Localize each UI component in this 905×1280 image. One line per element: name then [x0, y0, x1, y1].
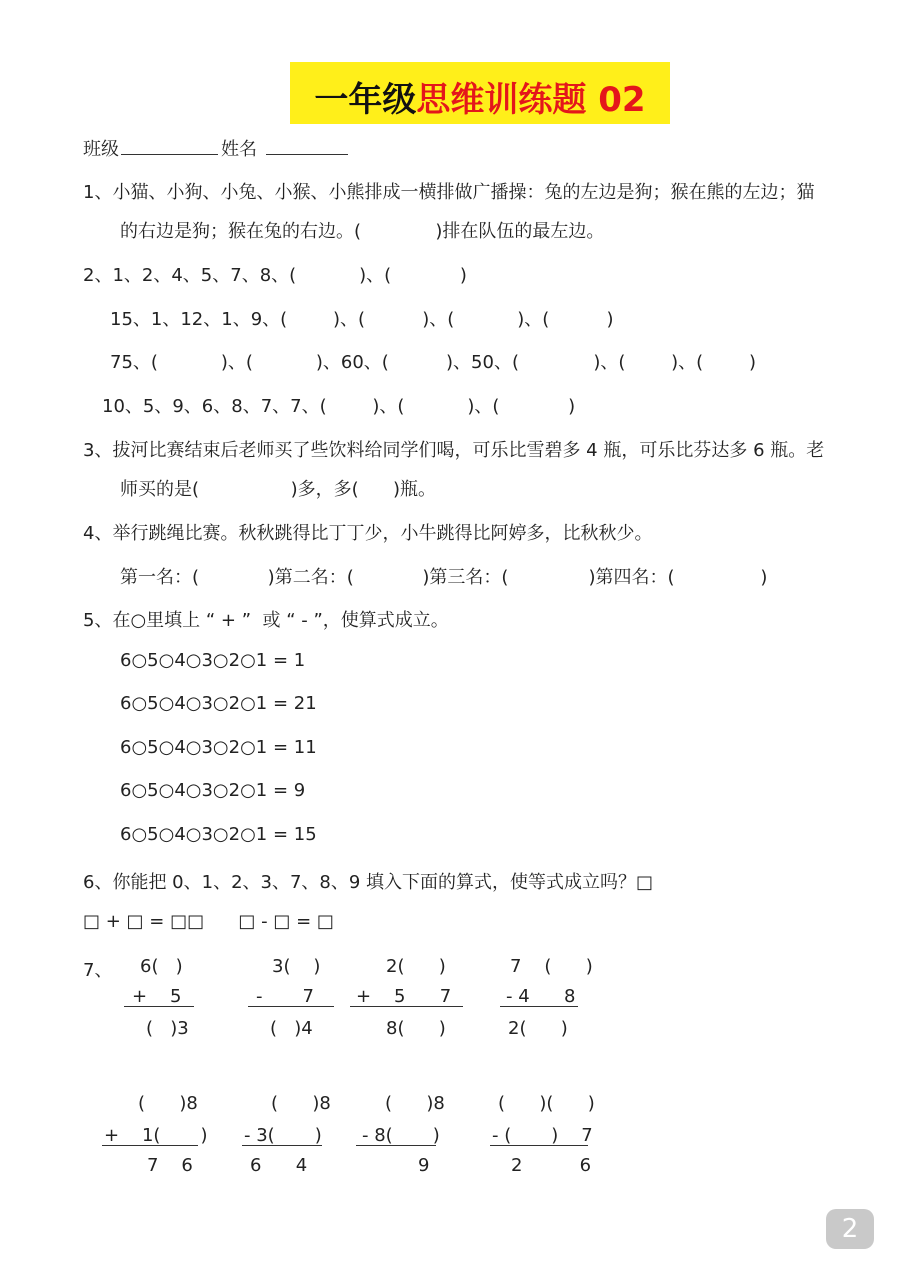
q7-r1-p3-rule — [350, 1006, 463, 1007]
q7-r1-p4-bot: 2( ) — [508, 1018, 568, 1039]
page-number-badge: 2 — [826, 1209, 874, 1249]
q7-r2-p3-bot: 9 — [418, 1155, 430, 1176]
q1-line2: 的右边是狗；猴在兔的右边。( )排在队伍的最左边。 — [120, 221, 605, 242]
q5-equation: 6○5○4○3○2○1 = 15 — [120, 824, 317, 845]
q7-r1-p1-bot: ( )3 — [146, 1018, 189, 1039]
q7-r1-p2-top: 3( ) — [272, 956, 321, 977]
q7-r1-p3-bot: 8( ) — [386, 1018, 446, 1039]
q7-r2-p1-rule — [102, 1145, 198, 1146]
class-label: 班级 — [83, 139, 119, 160]
q7-r2-p2-bot: 6 4 — [250, 1155, 308, 1176]
q7-r2-p4-bot: 2 6 — [511, 1155, 592, 1176]
q5-equation: 6○5○4○3○2○1 = 1 — [120, 650, 306, 671]
q7-r2-p4-mid: - ( ) 7 — [492, 1125, 593, 1146]
q7-r1-p3-mid: + 5 7 — [356, 986, 452, 1007]
page-title — [290, 72, 670, 121]
q2-line4: 10、5、9、6、8、7、7、( )、( )、( ) — [102, 396, 576, 417]
q5-equation: 6○5○4○3○2○1 = 11 — [120, 737, 317, 758]
q1-line1: 1、小猫、小狗、小兔、小猴、小熊排成一横排做广播操：兔的左边是狗；猴在熊的左边；猫 — [83, 182, 815, 203]
q3-line1: 3、拔河比赛结束后老师买了些饮料给同学们喝，可乐比雪碧多 4 瓶，可乐比芬达多 6 瓶。老 — [83, 440, 825, 461]
q7-r2-p4-top: ( )( ) — [498, 1093, 595, 1114]
q7-r2-p3-top: ( )8 — [385, 1093, 445, 1114]
q7-r2-p1-mid: + 1( ) — [104, 1125, 208, 1146]
q5-equation: 6○5○4○3○2○1 = 9 — [120, 780, 306, 801]
q7-r1-p1-top: 6( ) — [140, 956, 183, 977]
q2-line2: 15、1、12、1、9、( )、( )、( )、( ) — [110, 309, 614, 330]
q7-r1-p2-mid: - 7 — [256, 986, 314, 1007]
q2-line1: 2、1、2、4、5、7、8、( )、( ) — [83, 265, 467, 286]
name-blank[interactable] — [266, 154, 348, 155]
q7-r2-p2-mid: - 3( ) — [244, 1125, 322, 1146]
q7-r2-p2-rule — [242, 1145, 322, 1146]
q6-line1: 6、你能把 0、1、2、3、7、8、9 填入下面的算式，使等式成立吗？□ — [83, 872, 654, 893]
q7-r1-p4-rule — [500, 1006, 578, 1007]
class-blank[interactable] — [121, 154, 218, 155]
q6-line2: □ + □ = □□ □ - □ = □ — [83, 911, 334, 932]
q7-r2-p2-top: ( )8 — [271, 1093, 331, 1114]
q5-line1: 5、在○里填上 “ + ” 或 “ - ”，使算式成立。 — [83, 610, 449, 631]
q3-line2: 师买的是( )多，多( )瓶。 — [120, 479, 436, 500]
name-label: 姓名 — [221, 139, 257, 160]
q7-r1-p2-bot: ( )4 — [270, 1018, 313, 1039]
q2-line3: 75、( )、( )、60、( )、50、( )、( )、( ) — [110, 352, 757, 373]
q7-label: 7、 — [83, 960, 113, 981]
q7-r2-p1-top: ( )8 — [138, 1093, 198, 1114]
q7-r1-p1-mid: + 5 — [132, 986, 182, 1007]
q7-r2-p3-rule — [356, 1145, 436, 1146]
q7-r1-p3-top: 2( ) — [386, 956, 446, 977]
q7-r1-p4-top: 7 ( ) — [510, 956, 593, 977]
title-topic: 思维训练题 02 — [416, 80, 646, 120]
q7-r2-p1-bot: 7 6 — [147, 1155, 193, 1176]
q7-r2-p4-rule — [490, 1145, 588, 1146]
q5-equation: 6○5○4○3○2○1 = 21 — [120, 693, 317, 714]
q7-r2-p3-mid: - 8( ) — [362, 1125, 440, 1146]
q7-r1-p1-rule — [124, 1006, 194, 1007]
q7-r1-p4-mid: - 4 8 — [506, 986, 576, 1007]
title-grade: 一年级 — [314, 80, 417, 120]
q4-line2: 第一名：( )第二名：( )第三名：( )第四名：( ) — [120, 567, 768, 588]
q4-line1: 4、举行跳绳比赛。秋秋跳得比丁丁少，小牛跳得比阿婷多，比秋秋少。 — [83, 523, 653, 544]
q7-r1-p2-rule — [248, 1006, 334, 1007]
